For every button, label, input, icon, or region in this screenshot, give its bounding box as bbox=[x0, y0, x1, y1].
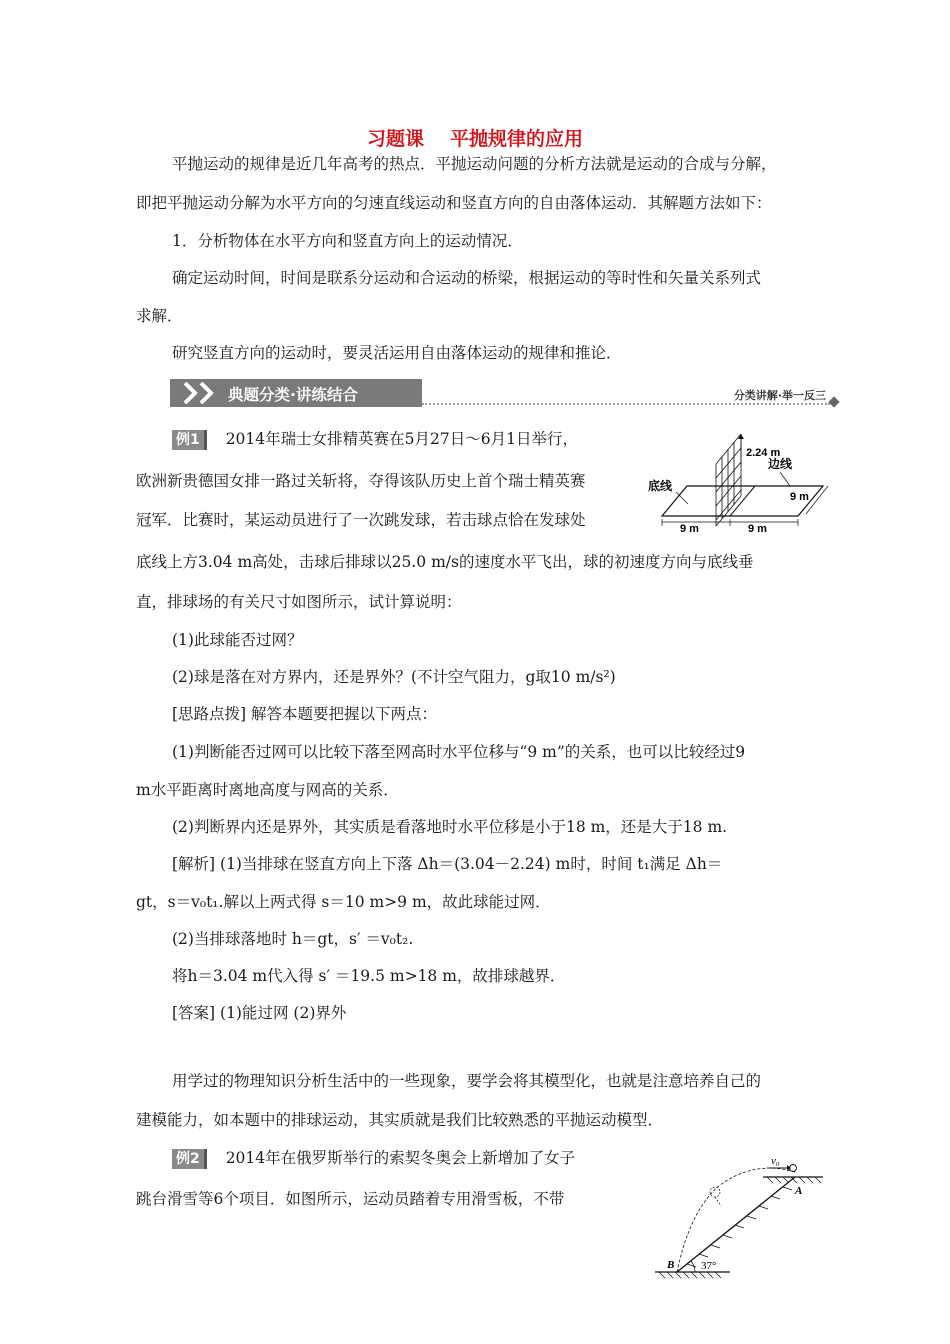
example1-solution1b: gt，s＝v₀t₁.解以上两式得 s＝10 m>9 m，故此球能过网． bbox=[136, 893, 551, 911]
example1-l4: 底线上方3.04 m高处，击球后排球以25.0 m/s的速度水平飞出，球的初速度方向与底线垂 bbox=[136, 553, 754, 571]
example1-q1: (1)此球能否过网？ bbox=[172, 631, 303, 649]
example1-l3: 冠军．比赛时，某运动员进行了一次跳发球，若击球点恰在发球处 bbox=[136, 511, 586, 529]
angle-label: 37° bbox=[701, 1260, 717, 1272]
example1-solution1a: [解析] (1)当排球在竖直方向上下落 Δh＝(3.04－2.24) m时，时间 t₁满足 Δh＝ bbox=[172, 855, 723, 873]
example1-badge: 例1 bbox=[172, 430, 207, 450]
court-width-label: 9 m bbox=[790, 491, 809, 503]
example1-solution2a: (2)当排球落地时 h＝gt，s′ ＝v₀t₂. bbox=[172, 930, 414, 948]
example2-l2: 跳台滑雪等6个项目．如图所示，运动员踏着专用滑雪板，不带 bbox=[136, 1190, 565, 1208]
point-a-label: A bbox=[795, 1185, 803, 1197]
example1-answer: [答案] (1)能过网 (2)界外 bbox=[172, 1004, 347, 1022]
example1-hint-head: [思路点拨] 解答本题要把握以下两点： bbox=[172, 705, 438, 723]
half-court-label-1: 9 m bbox=[680, 523, 699, 534]
example1-solution2b: 将h＝3.04 m代入得 s′ ＝19.5 m>18 m，故排球越界． bbox=[172, 967, 566, 985]
intro-line1: 平抛运动的规律是近几年高考的热点．平抛运动问题的分析方法就是运动的合成与分解， bbox=[172, 155, 777, 173]
title-part2: 平抛规律的应用 bbox=[450, 128, 584, 150]
ski-jump-figure bbox=[655, 1150, 830, 1280]
chevron-right-icon bbox=[182, 381, 198, 405]
example1-hint1a: (1)判断能否过网可以比较下落至网高时水平位移与“9 m”的关系，也可以比较经过9 bbox=[172, 743, 746, 761]
example1-l5: 直，排球场的有关尺寸如图所示，试计算说明： bbox=[136, 593, 462, 611]
point-b-label: B bbox=[667, 1259, 675, 1271]
v0-label: v₀ bbox=[771, 1155, 780, 1167]
intro-step1: 1．分析物体在水平方向和竖直方向上的运动情况． bbox=[172, 232, 523, 250]
intro-line2: 即把平抛运动分解为水平方向的匀速直线运动和竖直方向的自由落体运动．其解题方法如下： bbox=[136, 194, 772, 212]
example1-hint2: (2)判断界内还是界外，其实质是看落地时水平位移是小于18 m，还是大于18 m. bbox=[172, 818, 728, 836]
example2-l1: 2014年在俄罗斯举行的索契冬奥会上新增加了女子 bbox=[225, 1149, 576, 1167]
page-title bbox=[0, 124, 950, 151]
example2-badge: 例2 bbox=[172, 1149, 207, 1169]
chevron-right-icon bbox=[198, 381, 214, 405]
baseline-label: 底线 bbox=[648, 479, 673, 493]
note-l2: 建模能力，如本题中的排球运动，其实质就是我们比较熟悉的平抛运动模型． bbox=[136, 1111, 664, 1129]
half-court-label-2: 9 m bbox=[748, 523, 767, 534]
intro-step2b: 求解． bbox=[136, 307, 183, 325]
net-height-label: 2.24 m bbox=[746, 447, 781, 459]
note-l1: 用学过的物理知识分析生活中的一些现象，要学会将其模型化，也就是注意培养自己的 bbox=[172, 1072, 762, 1090]
intro-step3: 研究竖直方向的运动时，要灵活运用自由落体运动的规律和推论． bbox=[172, 344, 622, 362]
volleyball-court-figure bbox=[640, 434, 830, 534]
diamond-icon bbox=[828, 396, 839, 407]
example1-l2: 欧洲新贵德国女排一路过关斩将，夺得该队历史上首个瑞士精英赛 bbox=[136, 472, 586, 490]
example1-hint1b: m水平距离时离地高度与网高的关系． bbox=[136, 781, 399, 799]
banner-divider bbox=[422, 403, 830, 405]
example2-first-line bbox=[172, 1147, 575, 1169]
sideline-label: 边线 bbox=[768, 457, 793, 471]
banner-title: 典题分类·讲练结合 bbox=[228, 386, 358, 404]
section-banner bbox=[170, 377, 840, 409]
intro-step2a: 确定运动时间，时间是联系分运动和合运动的桥梁，根据运动的等时性和矢量关系列式 bbox=[172, 269, 762, 287]
example1-l1: 2014年瑞士女排精英赛在5月27日～6月1日举行， bbox=[225, 430, 578, 448]
title-part1: 习题课 bbox=[366, 128, 424, 150]
example1-q2: (2)球是落在对方界内，还是界外？(不计空气阻力，g取10 m/s²) bbox=[172, 668, 616, 686]
example1-first-line bbox=[172, 428, 578, 450]
banner-subtitle: 分类讲解·举一反三 bbox=[733, 389, 826, 402]
